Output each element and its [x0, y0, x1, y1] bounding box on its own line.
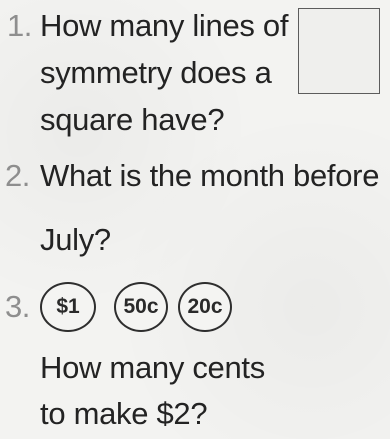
question-3-number: 3.: [5, 289, 30, 324]
question-1-number: 1.: [7, 8, 32, 43]
coin-fifty-cents: 50c: [114, 282, 168, 332]
question-2-number: 2.: [5, 158, 30, 193]
coin-one-dollar: $1: [40, 282, 96, 332]
question-1-line-3: square have?: [40, 102, 225, 137]
question-1-line-1: How many lines of: [40, 8, 289, 43]
coin-twenty-cents: 20c: [178, 282, 232, 332]
question-2-line-2: July?: [40, 222, 111, 257]
question-3-line-1: How many cents: [40, 350, 265, 385]
question-2-line-1: What is the month before: [40, 158, 380, 193]
question-1-line-2: symmetry does a: [40, 55, 272, 90]
square-figure: [298, 8, 380, 94]
question-3-line-2: to make $2?: [40, 396, 208, 431]
